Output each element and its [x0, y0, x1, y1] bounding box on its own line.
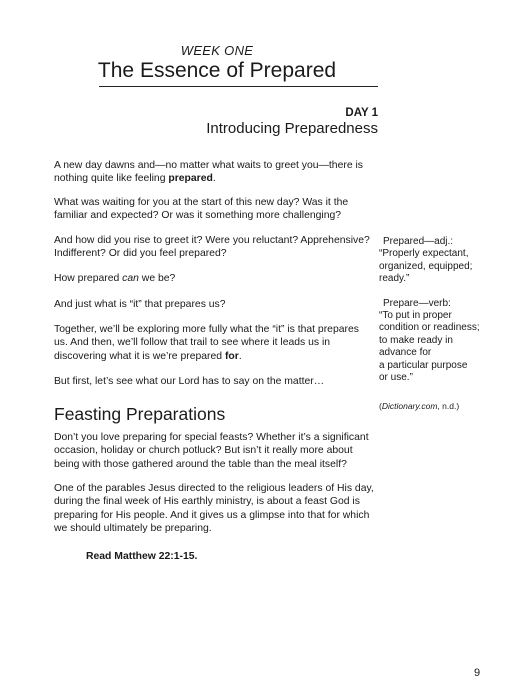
emphasis-text: for [224, 350, 239, 362]
text: Together, we’ll be exploring more fully what the “it” is that prepares us. And then, we’ll follow that trail to see where it leads us in discovering what it is we’re prepared [54, 324, 359, 362]
paragraph [54, 159, 374, 186]
paragraph: And just what is “it” that prepares us? [54, 299, 226, 310]
scripture-reading: Read Matthew 22:1-15. [86, 551, 198, 562]
text: How prepared [54, 273, 123, 284]
paragraph [54, 323, 374, 363]
day-title: Introducing Preparedness [206, 120, 378, 137]
definition-text: “To put in proper condition or readiness; to make ready in advance for a particular purpose or use.” [379, 310, 480, 384]
italic-text: can [122, 273, 139, 284]
page-number: 9 [474, 667, 481, 679]
paragraph: And how did you rise to greet it? Were you reluctant? Apprehensive? Indifferent? Or did you feel prepared? [54, 235, 370, 260]
emphasis-text: prepared [168, 173, 213, 185]
title-rule [99, 86, 378, 87]
day-label: DAY 1 [345, 107, 378, 119]
paragraph [54, 272, 374, 285]
text: . [212, 173, 216, 185]
week-label: WEEK ONE [180, 43, 254, 58]
text: we be? [138, 273, 176, 284]
section-heading: Feasting Preparations [54, 404, 226, 424]
citation-date: , n.d.) [437, 400, 460, 411]
definition-text: “Properly expectant, organized, equipped; ready.” [379, 248, 473, 285]
paragraph: One of the parables Jesus directed to the religious leaders of His day, during the final week of His earthly ministry, is about a feast God is preparing for His people. And it gives us a glimpse into that for which we should ultimately be preparing. [54, 483, 374, 534]
text: . [238, 350, 242, 362]
definition-term: Prepared—adj.: [383, 236, 454, 247]
citation-paren: ( [379, 400, 382, 411]
definition-sidebar [375, 236, 485, 412]
text: A new day dawns and—no matter what waits to greet you—there is nothing quite like feeling [54, 160, 363, 185]
paragraph: Don’t you love preparing for special feasts? Whether it’s a significant occasion, holiday or church potluck? But isn’t it really more about being with those gathered around the table than the meal itself? [54, 432, 369, 470]
page-title: The Essence of Prepared [97, 59, 337, 82]
paragraph: What was waiting for you at the start of this new day? Was it the familiar and expected? Or was it something more challenging? [54, 197, 349, 222]
paragraph: But first, let’s see what our Lord has to say on the matter… [54, 376, 325, 387]
citation [375, 387, 485, 412]
citation-source: Dictionary.com [381, 400, 438, 411]
definition-term: Prepare—verb: [383, 297, 451, 309]
